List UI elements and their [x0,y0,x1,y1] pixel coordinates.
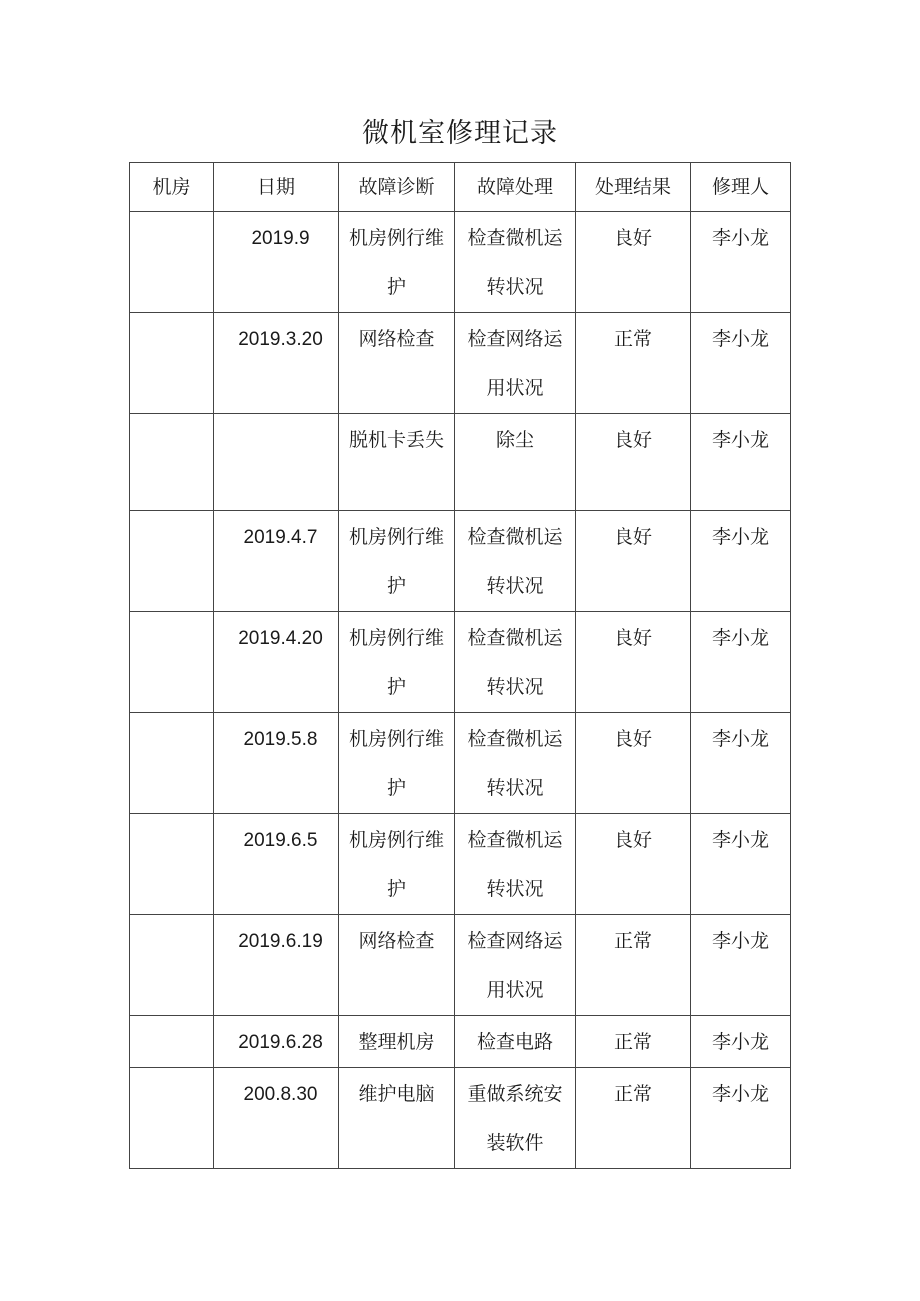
cell-result: 正常 [576,1016,691,1068]
cell-room [130,313,214,414]
cell-repairer: 李小龙 [691,1068,791,1169]
cell-room [130,713,214,814]
table-row [130,511,791,612]
cell-handling: 检查网络运用状况 [455,313,576,414]
cell-diagnosis: 机房例行维护 [339,612,455,713]
cell-repairer: 李小龙 [691,814,791,915]
cell-repairer: 李小龙 [691,915,791,1016]
cell-date: 2019.4.20 [214,612,339,713]
cell-room [130,212,214,313]
cell-handling: 检查微机运转状况 [455,212,576,313]
cell-handling: 检查微机运转状况 [455,511,576,612]
cell-room [130,612,214,713]
header-result: 处理结果 [576,163,691,212]
cell-result: 良好 [576,414,691,511]
cell-date: 2019.6.19 [214,915,339,1016]
cell-result: 良好 [576,511,691,612]
table-row [130,414,791,511]
page-title: 微机室修理记录 [362,118,558,149]
cell-handling: 检查微机运转状况 [455,612,576,713]
header-room: 机房 [130,163,214,212]
table-row [130,1068,791,1169]
cell-date: 2019.5.8 [214,713,339,814]
cell-handling: 检查电路 [455,1016,576,1068]
table-row [130,313,791,414]
cell-diagnosis: 机房例行维护 [339,713,455,814]
table-header-row [130,163,791,212]
cell-date: 2019.9 [214,212,339,313]
table-row [130,713,791,814]
header-diagnosis: 故障诊断 [339,163,455,212]
cell-diagnosis: 机房例行维护 [339,814,455,915]
repair-record-table [129,162,791,1169]
cell-diagnosis: 脱机卡丢失 [339,414,455,511]
cell-result: 良好 [576,612,691,713]
cell-handling: 检查微机运转状况 [455,713,576,814]
cell-result: 良好 [576,212,691,313]
cell-date: 2019.6.5 [214,814,339,915]
cell-repairer: 李小龙 [691,212,791,313]
cell-diagnosis: 维护电脑 [339,1068,455,1169]
cell-result: 良好 [576,814,691,915]
cell-date: 2019.6.28 [214,1016,339,1068]
cell-diagnosis: 网络检查 [339,915,455,1016]
cell-repairer: 李小龙 [691,1016,791,1068]
cell-room [130,1068,214,1169]
cell-room [130,511,214,612]
cell-repairer: 李小龙 [691,612,791,713]
cell-room [130,915,214,1016]
cell-result: 正常 [576,313,691,414]
header-repairer: 修理人 [691,163,791,212]
cell-date: 2019.3.20 [214,313,339,414]
cell-diagnosis: 整理机房 [339,1016,455,1068]
cell-handling: 除尘 [455,414,576,511]
table-row [130,612,791,713]
cell-date: 2019.4.7 [214,511,339,612]
cell-diagnosis: 机房例行维护 [339,212,455,313]
cell-room [130,814,214,915]
cell-repairer: 李小龙 [691,511,791,612]
cell-handling: 检查微机运转状况 [455,814,576,915]
cell-repairer: 李小龙 [691,313,791,414]
table-row [130,915,791,1016]
cell-date [214,414,339,511]
header-date: 日期 [214,163,339,212]
header-handling: 故障处理 [455,163,576,212]
cell-diagnosis: 机房例行维护 [339,511,455,612]
cell-handling: 重做系统安装软件 [455,1068,576,1169]
cell-result: 正常 [576,915,691,1016]
cell-repairer: 李小龙 [691,414,791,511]
cell-room [130,414,214,511]
cell-diagnosis: 网络检查 [339,313,455,414]
cell-result: 良好 [576,713,691,814]
cell-handling: 检查网络运用状况 [455,915,576,1016]
cell-repairer: 李小龙 [691,713,791,814]
cell-room [130,1016,214,1068]
cell-result: 正常 [576,1068,691,1169]
cell-date: 200.8.30 [214,1068,339,1169]
table-row [130,1016,791,1068]
table-row [130,814,791,915]
table-row [130,212,791,313]
